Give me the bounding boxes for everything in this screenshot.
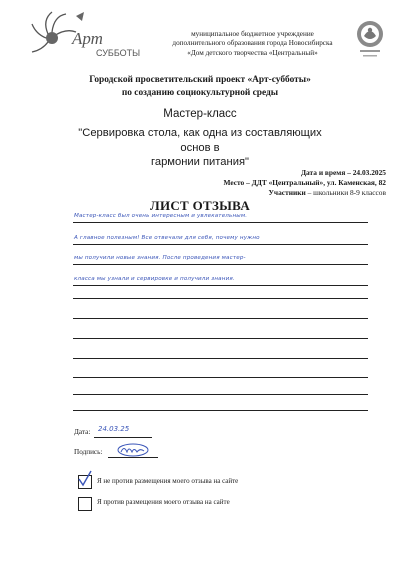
review-rule xyxy=(73,222,368,223)
project-line-1: Городской просветительский проект «Арт-субботы» xyxy=(89,75,311,85)
signature-field-label: Подпись: xyxy=(74,448,103,456)
consent-disagree-label: Я против размещения моего отзыва на сайте xyxy=(97,498,230,506)
masterclass-title xyxy=(70,126,330,170)
project-title xyxy=(40,74,360,99)
date-field-line xyxy=(94,437,152,438)
organization-header xyxy=(150,30,355,58)
project-line-2: по созданию социокультурной среды xyxy=(121,87,279,98)
review-text-line-3: мы получили новые знания. После проведения мастер- xyxy=(74,255,246,261)
review-rule xyxy=(73,377,368,378)
org-line-1: муниципальное бюджетное учреждение xyxy=(191,30,314,38)
review-text-line-4: класса мы узнали и сервировке и получили знания. xyxy=(74,276,235,282)
logo-subboty-text: СУББОТЫ xyxy=(96,48,141,58)
review-text-line-1: Мастер-класс был очень интересным и увлекательным. xyxy=(74,213,248,219)
checkmark-icon xyxy=(77,470,95,488)
consent-agree-label: Я не против размещения моего отзыва на сайте xyxy=(97,477,239,485)
review-rule xyxy=(73,264,368,265)
ddt-central-logo xyxy=(354,18,386,62)
review-rule xyxy=(73,358,368,359)
masterclass-title-line-2: гармонии питания" xyxy=(151,156,249,168)
masterclass-label: Мастер-класс xyxy=(163,108,237,120)
meta-place: Место – ДДТ «Центральный», ул. Каменская, 82 xyxy=(223,178,386,187)
consent-agree-checkbox[interactable] xyxy=(78,475,92,489)
sheet-title: ЛИСТ ОТЗЫВА xyxy=(149,198,251,213)
date-field-value: 24.03.25 xyxy=(98,425,130,433)
date-field-label: Дата: xyxy=(74,428,91,436)
review-text-line-2: А главное полезным! Все отвечали для себя, почему нужно xyxy=(74,235,260,241)
meta-date: Дата и время – 24.03.2025 xyxy=(300,168,386,177)
org-line-2: дополнительного образования города Новосибирска xyxy=(172,39,333,48)
review-rule xyxy=(73,298,368,299)
org-line-3: «Дом детского творчества «Центральный» xyxy=(187,48,318,57)
logo-art-text: Арт xyxy=(72,29,103,48)
event-meta xyxy=(136,168,386,198)
review-rule xyxy=(73,244,368,245)
review-rule xyxy=(73,394,368,395)
art-saturdays-logo xyxy=(26,6,152,62)
signature-mark xyxy=(116,442,150,463)
meta-participants: Участники – школьники 8-9 классов xyxy=(268,188,386,197)
consent-disagree-checkbox[interactable] xyxy=(78,497,92,511)
review-rule xyxy=(73,410,368,411)
masterclass-title-line-1: "Сервировка стола, как одна из составляющих основ в xyxy=(78,127,322,154)
review-rule xyxy=(73,318,368,319)
review-rule xyxy=(73,338,368,339)
review-rule xyxy=(73,285,368,286)
